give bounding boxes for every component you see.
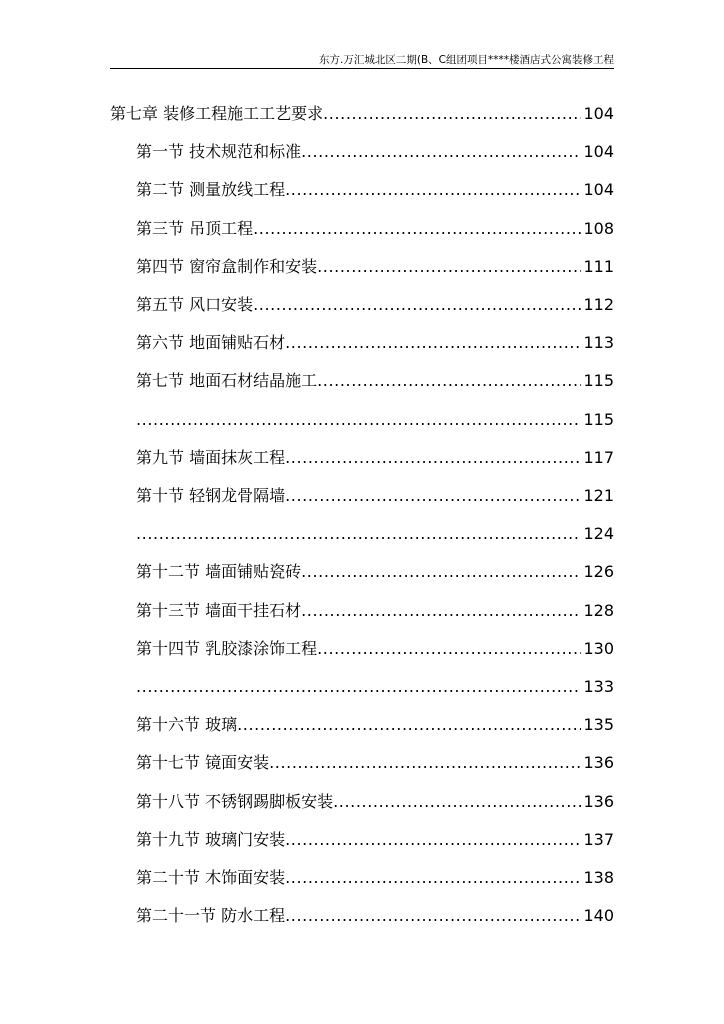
toc-dot-leader bbox=[317, 369, 581, 393]
toc-dot-leader bbox=[285, 446, 581, 470]
toc-dot-leader bbox=[253, 293, 581, 317]
toc-entry-page-number: 108 bbox=[583, 218, 614, 238]
toc-entry-page-number: 113 bbox=[583, 333, 614, 353]
toc-entry[interactable] bbox=[136, 637, 614, 661]
toc-entry-page-number: 137 bbox=[583, 829, 614, 849]
toc-entry-title: 第一节 技术规范和标准 bbox=[136, 142, 302, 162]
toc-entry[interactable] bbox=[136, 560, 614, 584]
toc-entry-page-number: 126 bbox=[583, 562, 614, 582]
toc-entry-title: 第十八节 不锈钢踢脚板安装 bbox=[136, 791, 334, 811]
toc-dot-leader bbox=[285, 904, 581, 928]
page-header bbox=[110, 49, 614, 69]
toc-dot-leader bbox=[253, 217, 581, 241]
toc-entry[interactable] bbox=[136, 904, 614, 928]
toc-entry-page-number: 115 bbox=[583, 409, 614, 429]
toc-entry[interactable] bbox=[136, 522, 614, 546]
toc-entry-page-number: 133 bbox=[583, 677, 614, 696]
toc-entry[interactable] bbox=[136, 866, 614, 890]
toc-entry-title: 第十三节 墙面干挂石材 bbox=[136, 600, 302, 620]
toc-entry-page-number: 104 bbox=[583, 104, 614, 123]
toc-entry-page-number: 104 bbox=[583, 180, 614, 200]
toc-entry[interactable] bbox=[136, 408, 614, 432]
toc-entry-page-number: 104 bbox=[583, 142, 614, 162]
toc-entry[interactable] bbox=[136, 828, 614, 852]
toc-entry-title: 第十七节 镜面安装 bbox=[136, 753, 270, 773]
toc-entry[interactable] bbox=[136, 599, 614, 623]
toc-dot-leader bbox=[285, 331, 581, 355]
toc-entry-page-number: 135 bbox=[583, 715, 614, 735]
toc-entry[interactable] bbox=[136, 484, 614, 508]
toc-entry-page-number: 112 bbox=[583, 295, 614, 314]
toc-entry[interactable] bbox=[136, 140, 614, 164]
toc-dot-leader bbox=[323, 102, 581, 126]
toc-entry-title: 第十四节 乳胶漆涂饰工程 bbox=[136, 638, 318, 658]
toc-entry[interactable] bbox=[136, 369, 614, 393]
toc-entry-title: 第五节 风口安装 bbox=[136, 295, 254, 314]
toc-dot-leader bbox=[301, 560, 581, 584]
toc-entry[interactable] bbox=[136, 675, 614, 699]
toc-entry-page-number: 136 bbox=[583, 753, 614, 773]
toc-entry-title: 第九节 墙面抹灰工程 bbox=[136, 447, 286, 467]
toc-entry-page-number: 117 bbox=[583, 447, 614, 467]
toc-entry-title: 第七章 装修工程施工工艺要求 bbox=[110, 104, 324, 123]
toc-dot-leader bbox=[285, 178, 581, 202]
toc-entry-title: 第十节 轻钢龙骨隔墙 bbox=[136, 486, 286, 505]
toc-entry[interactable] bbox=[136, 446, 614, 470]
toc-entry-page-number: 128 bbox=[583, 600, 614, 620]
toc-entry-page-number: 124 bbox=[583, 524, 614, 544]
toc-entry-title: 第十二节 墙面铺贴瓷砖 bbox=[136, 562, 302, 582]
toc-dot-leader bbox=[136, 522, 581, 546]
toc-dot-leader bbox=[285, 866, 581, 890]
toc-entry[interactable] bbox=[136, 713, 614, 737]
toc-entry-title: 第三节 吊顶工程 bbox=[136, 218, 254, 238]
toc-dot-leader bbox=[317, 637, 581, 661]
toc-dot-leader bbox=[237, 713, 581, 737]
toc-entry[interactable] bbox=[110, 102, 614, 126]
toc-entry-title: 第二十一节 防水工程 bbox=[136, 906, 286, 926]
toc-entry-page-number: 121 bbox=[583, 486, 614, 505]
toc-entry-title: 第二十节 木饰面安装 bbox=[136, 868, 286, 887]
toc-dot-leader bbox=[317, 255, 581, 279]
toc-entry-page-number: 136 bbox=[583, 791, 614, 811]
toc-entry[interactable] bbox=[136, 293, 614, 317]
toc-entry[interactable] bbox=[136, 331, 614, 355]
toc-entry-page-number: 138 bbox=[583, 868, 614, 887]
toc-dot-leader bbox=[301, 140, 581, 164]
toc-entry-title: 第十六节 玻璃 bbox=[136, 715, 238, 735]
toc-entry[interactable] bbox=[136, 178, 614, 202]
toc-entry-title: 第四节 窗帘盒制作和安装 bbox=[136, 256, 318, 276]
toc-entry-title: 第六节 地面铺贴石材 bbox=[136, 333, 286, 353]
toc-dot-leader bbox=[301, 599, 581, 623]
toc-entry-page-number: 115 bbox=[583, 371, 614, 391]
toc-entry[interactable] bbox=[136, 217, 614, 241]
toc-entry-title: 第十九节 玻璃门安装 bbox=[136, 829, 286, 849]
toc-entry-title: 第二节 测量放线工程 bbox=[136, 180, 286, 200]
toc-entry[interactable] bbox=[136, 751, 614, 775]
toc-dot-leader bbox=[269, 751, 581, 775]
toc-dot-leader bbox=[285, 828, 581, 852]
toc-entry-page-number: 140 bbox=[583, 906, 614, 926]
toc-dot-leader bbox=[136, 408, 581, 432]
header-title: 东方.万汇城北区二期(B、C组团项目****楼酒店式公寓装修工程 bbox=[319, 54, 614, 66]
toc-entry-page-number: 130 bbox=[583, 638, 614, 658]
toc-dot-leader bbox=[136, 675, 581, 699]
toc-entry-title: 第七节 地面石材结晶施工 bbox=[136, 371, 318, 391]
toc-entry-page-number: 111 bbox=[583, 256, 614, 276]
toc-dot-leader bbox=[285, 484, 581, 508]
toc-entry[interactable] bbox=[136, 790, 614, 814]
toc-dot-leader bbox=[333, 790, 581, 814]
toc-entry[interactable] bbox=[136, 255, 614, 279]
